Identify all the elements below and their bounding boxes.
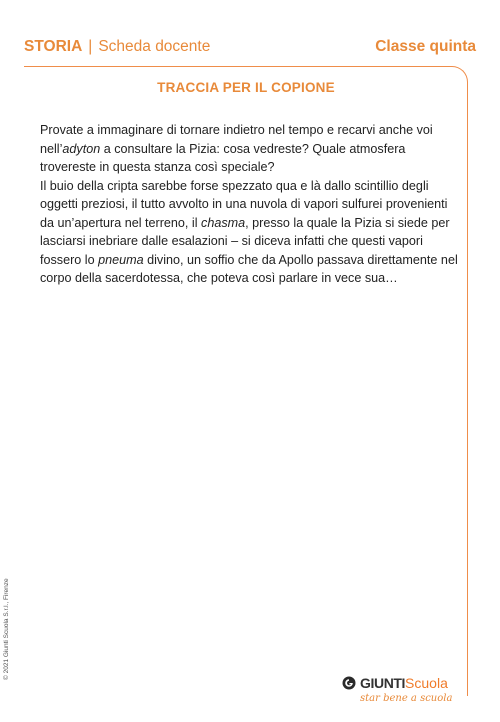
paragraph-1-text-b: a consultare la Pizia: cosa vedreste? Quale atmosfera trovereste in questa stanza così speciale? xyxy=(40,141,406,174)
header-left xyxy=(24,38,210,56)
logo-brand-a: GIUNTI xyxy=(360,675,406,691)
paragraph-1-text-a: Provate a immaginare di tornare indietro nel tempo e recarvi anche voi nell’ xyxy=(40,123,433,156)
class-label: Classe quinta xyxy=(375,38,476,55)
paragraph-2 xyxy=(40,177,458,288)
logo-brand-b: Scuola xyxy=(405,675,448,691)
giunti-scuola-logo xyxy=(342,675,472,711)
giunti-g-icon xyxy=(342,676,356,690)
logo-tagline: star bene a scuola xyxy=(360,693,453,704)
term-chasma: chasma xyxy=(201,215,246,230)
paragraph-2-text-b: , presso la quale la Pizia si siede per lasciarsi inebriare dalle esalazioni – si diceva infatti che questi vapori fossero lo xyxy=(40,215,450,267)
logo-top xyxy=(342,675,472,691)
paragraph-2-text-a: Il buio della cripta sarebbe forse spezzato qua e là dallo scintillio degli oggetti preziosi, il tutto avvolto in una nuvola di vapori sulfurei provenienti da un’apertura nel terreno, il xyxy=(40,178,448,230)
paragraph-1 xyxy=(40,121,458,177)
page-title: TRACCIA PER IL COPIONE xyxy=(157,80,335,95)
paragraph-2-text-c: divino, un soffio che da Apollo passava direttamente nel corpo della sacerdotessa, che poteva così parlare in vece sua… xyxy=(40,252,458,285)
term-adyton: adyton xyxy=(62,141,101,156)
copyright-notice: © 2021 Giunti Scuola S.r.l., Firenze xyxy=(3,578,10,680)
header-separator: | xyxy=(88,38,93,55)
term-pneuma: pneuma xyxy=(98,252,144,267)
section-label: Scheda docente xyxy=(98,38,211,55)
subject-label: STORIA xyxy=(24,38,83,55)
body-text xyxy=(40,121,458,288)
page-header xyxy=(24,38,476,62)
